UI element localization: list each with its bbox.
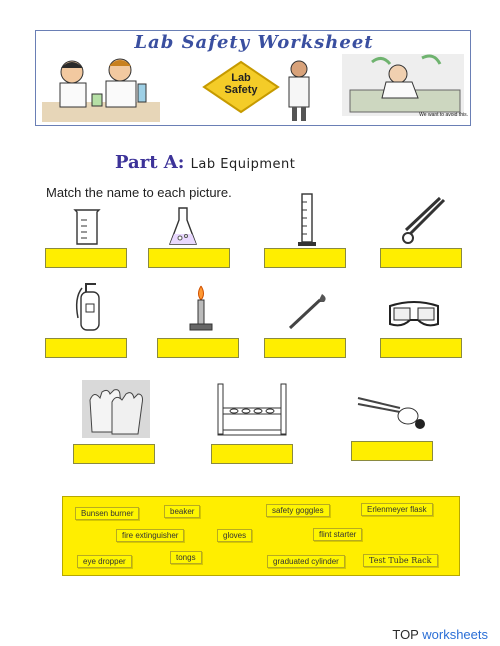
word-chip[interactable]: flint starter [313,528,362,541]
banner-caption: We want to avoid this. [419,112,468,118]
badge-line1: Lab [231,72,251,84]
word-chip[interactable]: fire extinguisher [116,529,184,542]
word-chip[interactable]: safety goggles [266,504,330,517]
badge-line2: Safety [224,84,258,96]
beaker-icon [73,208,103,246]
answer-box-beaker[interactable] [45,248,127,268]
lab-accident-illustration [342,54,464,116]
answer-box-gloves[interactable] [73,444,155,464]
section-heading [115,152,295,173]
answer-box-tongs[interactable] [380,248,462,268]
word-chip[interactable]: Erlenmeyer flask [361,503,433,516]
answer-box-extinguisher[interactable] [45,338,127,358]
safety-goggles-icon [386,298,442,332]
word-chip[interactable]: Bunsen burner [75,507,139,520]
bunsen-burner-icon [186,282,216,332]
part-label: Part A: [115,152,185,173]
answer-box-cylinder[interactable] [264,248,346,268]
badge-text [204,72,278,96]
gloves-icon [82,380,150,438]
answer-box-burner[interactable] [157,338,239,358]
word-chip[interactable]: Test Tube Rack [363,554,438,567]
erlenmeyer-flask-icon [168,206,198,248]
part-title: Lab Equipment [190,157,296,172]
word-chip[interactable]: graduated cylinder [267,555,345,568]
word-chip[interactable]: beaker [164,505,200,518]
word-chip[interactable]: gloves [217,529,252,542]
footer-brand [392,627,488,642]
answer-box-rack[interactable] [211,444,293,464]
answer-box-flint[interactable] [351,441,433,461]
word-chip[interactable]: eye dropper [77,555,132,568]
instruction-text: Match the name to each picture. [46,185,232,200]
scientists-illustration [42,54,160,122]
word-chip[interactable]: tongs [170,551,202,564]
answer-box-flask[interactable] [148,248,230,268]
answer-box-dropper[interactable] [264,338,346,358]
eye-dropper-icon [284,292,328,332]
scientist-standing-illustration [282,60,316,122]
flint-starter-icon [356,388,432,432]
worksheet-title: Lab Safety Worksheet [134,32,374,53]
tongs-icon [400,196,448,246]
brand-worksheets-text: worksheets [422,627,488,642]
graduated-cylinder-icon [297,192,317,248]
fire-extinguisher-icon [72,278,108,332]
answer-box-goggles[interactable] [380,338,462,358]
brand-top-text: TOP [392,627,419,642]
test-tube-rack-icon [214,378,290,436]
